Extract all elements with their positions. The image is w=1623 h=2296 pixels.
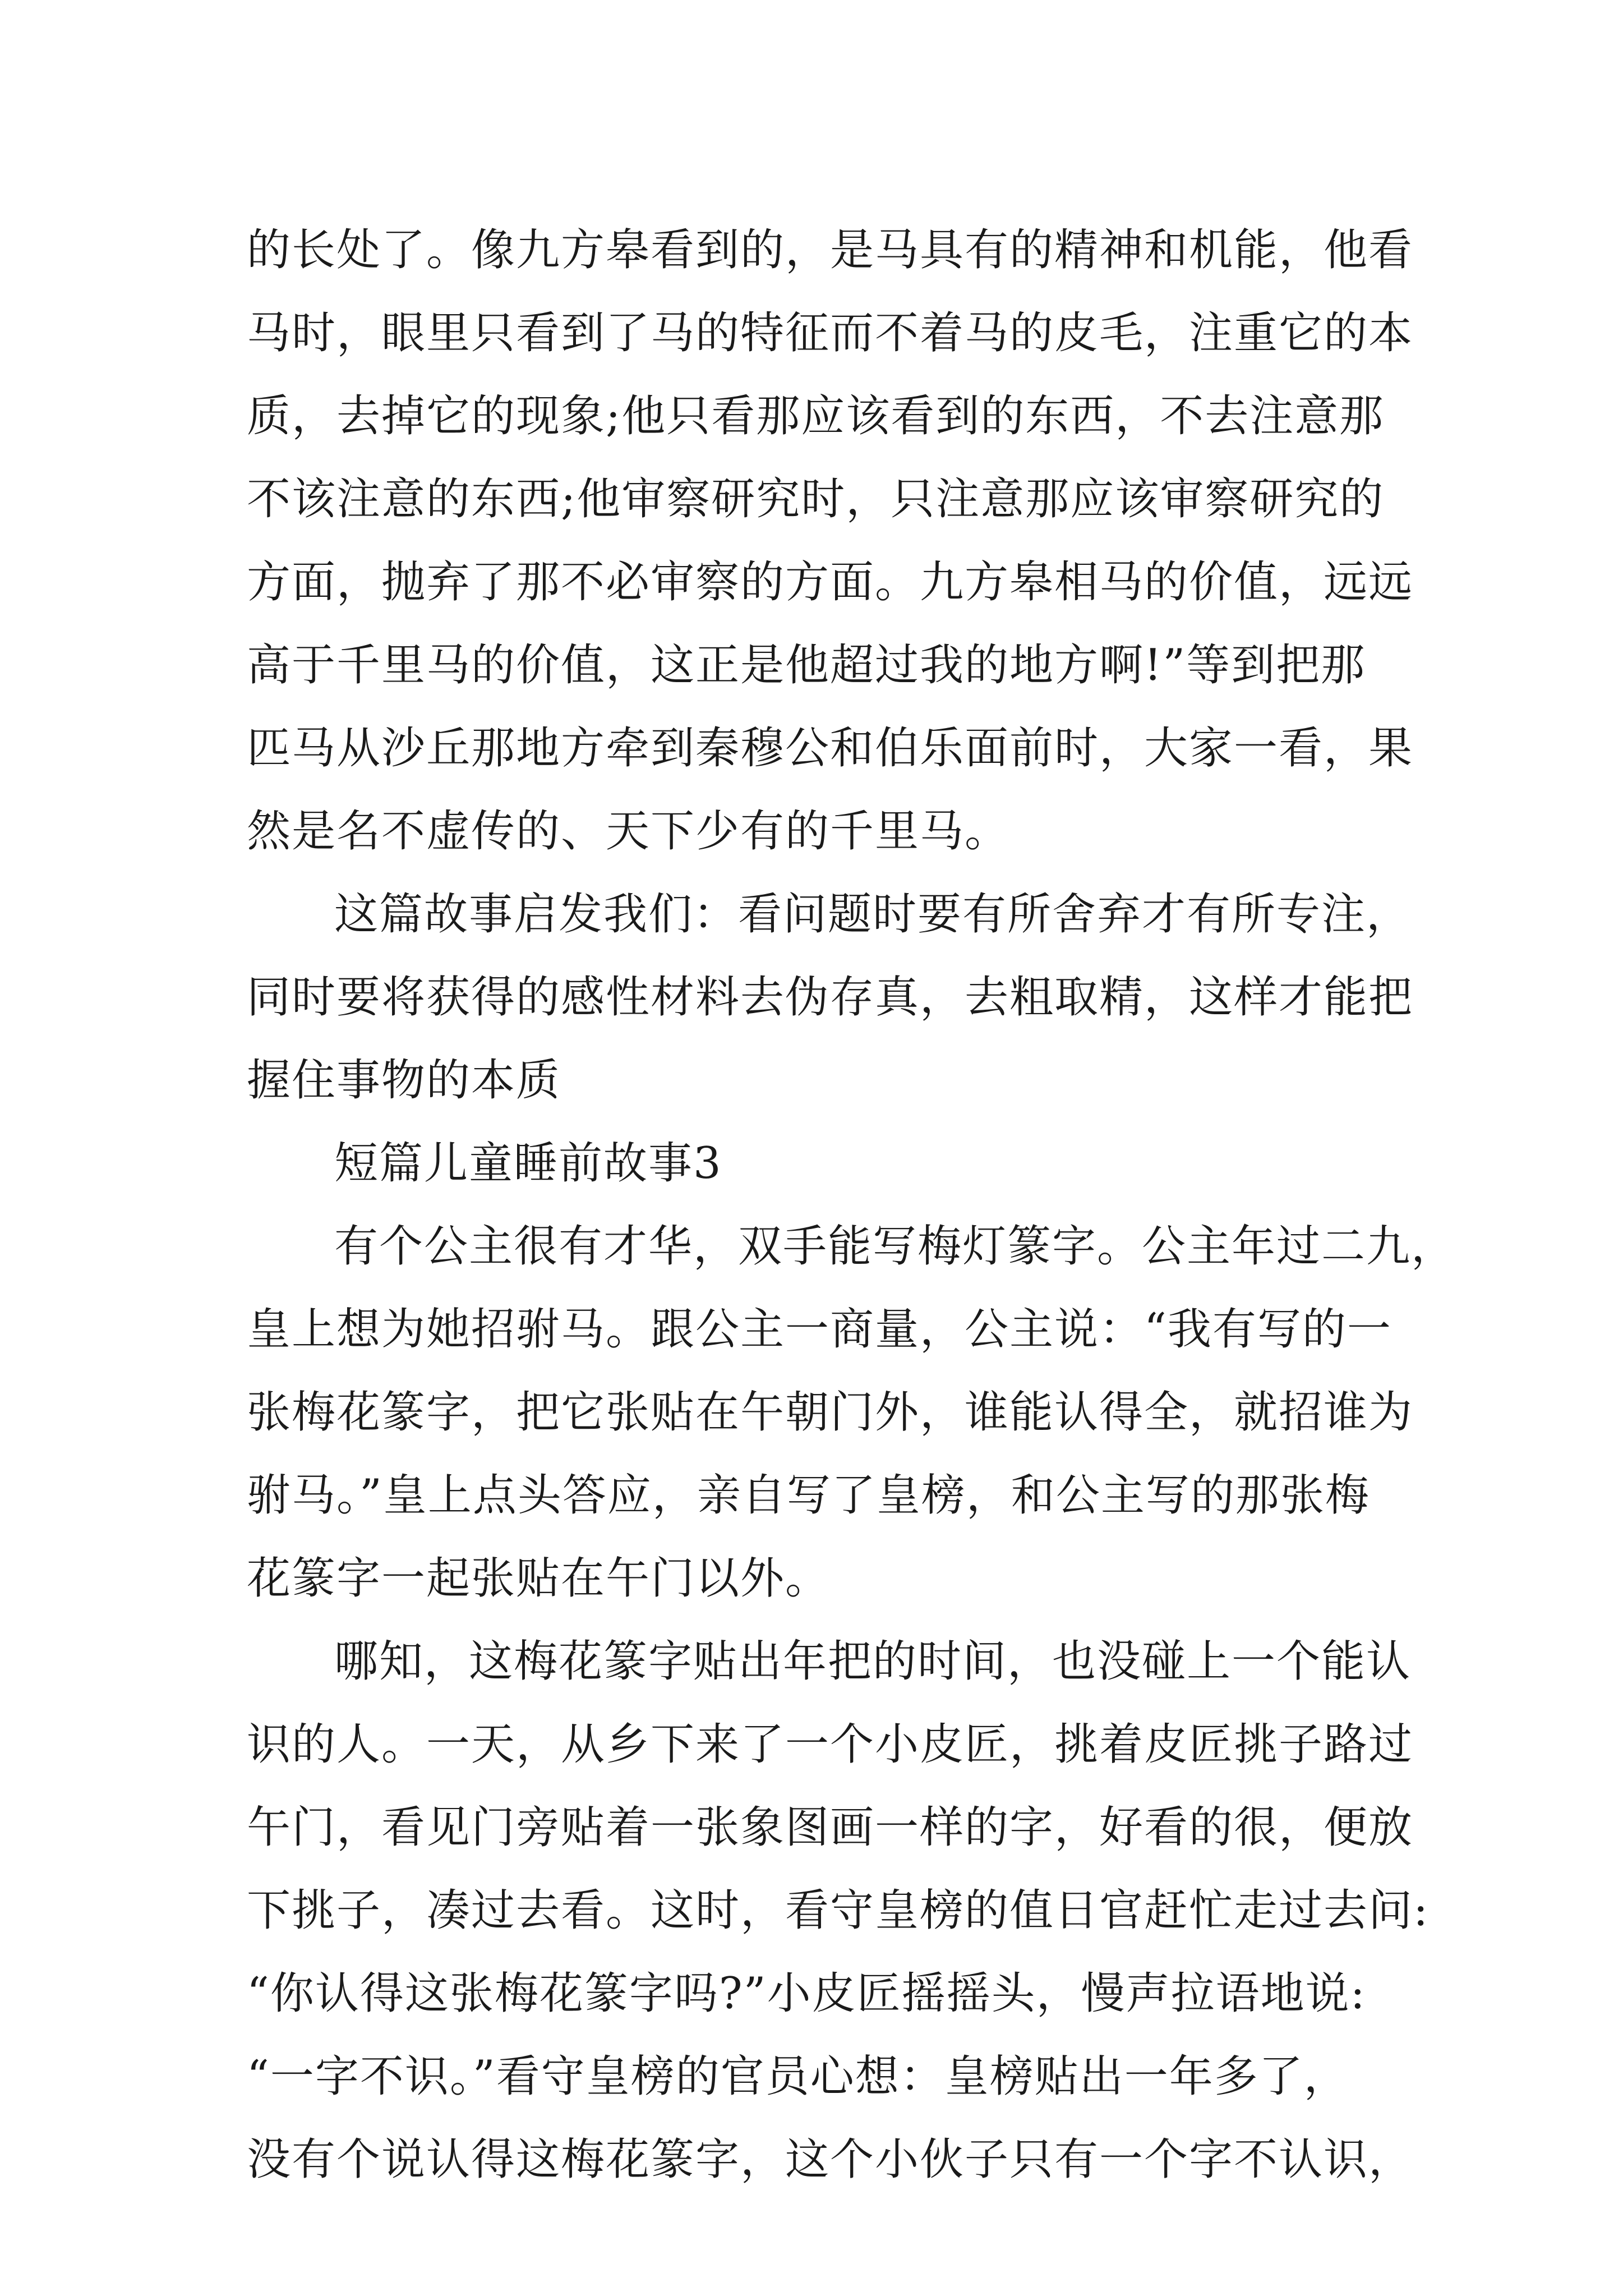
text-line: 握住事物的本质 bbox=[247, 1055, 561, 1106]
text-line: 高于千里马的价值，这正是他超过我的地方啊!”等到把那 bbox=[247, 640, 1366, 691]
section-title: 短篇儿童睡前故事3 bbox=[334, 1138, 722, 1189]
text-line: 匹马从沙丘那地方牵到秦穆公和伯乐面前时，大家一看，果 bbox=[247, 723, 1414, 774]
text-line: 皇上想为她招驸马。跟公主一商量，公主说：“我有写的一 bbox=[247, 1304, 1392, 1355]
paragraph-4 bbox=[247, 1620, 1436, 2201]
text-line: 不该注意的东西;他审察研究时，只注意那应该审察研究的 bbox=[247, 474, 1385, 524]
text-line: 有个公主很有才华，双手能写梅灯篆字。公主年过二九， bbox=[334, 1221, 1456, 1272]
document-body bbox=[247, 209, 1456, 2201]
text-line: 质，去掉它的现象;他只看那应该看到的东西，不去注意那 bbox=[247, 391, 1385, 441]
text-line: 花篆字一起张贴在午门以外。 bbox=[247, 1553, 831, 1604]
text-line: “你认得这张梅花篆字吗?”小皮匠摇摇头，慢声拉语地说: bbox=[247, 1968, 1366, 2019]
text-line: 下挑子，凑过去看。这时，看守皇榜的值日官赶忙走过去问: bbox=[247, 1885, 1430, 1936]
text-line: 方面，抛弃了那不必审察的方面。九方皋相马的价值，远远 bbox=[247, 557, 1414, 608]
text-line: 这篇故事启发我们：看问题时要有所舍弃才有所专注， bbox=[334, 889, 1412, 940]
section-heading bbox=[247, 1122, 1436, 1205]
text-line: “一字不识。”看守皇榜的官员心想：皇榜贴出一年多了， bbox=[247, 2051, 1349, 2102]
text-line: 马时，眼里只看到了马的特征而不着马的皮毛，注重它的本 bbox=[247, 308, 1414, 358]
text-line: 识的人。一天，从乡下来了一个小皮匠，挑着皮匠挑子路过 bbox=[247, 1719, 1414, 1770]
text-line: 张梅花篆字，把它张贴在午朝门外，谁能认得全，就招谁为 bbox=[247, 1387, 1414, 1438]
paragraph-1 bbox=[247, 209, 1436, 873]
text-line: 的长处了。像九方皋看到的，是马具有的精神和机能，他看 bbox=[247, 225, 1414, 275]
paragraph-3 bbox=[247, 1205, 1456, 1620]
text-line: 同时要将获得的感性材料去伪存真，去粗取精，这样才能把 bbox=[247, 972, 1414, 1023]
text-line: 午门，看见门旁贴着一张象图画一样的字，好看的很，便放 bbox=[247, 1802, 1414, 1853]
text-line: 没有个说认得这梅花篆字，这个小伙子只有一个字不认识， bbox=[247, 2134, 1414, 2185]
text-line: 然是名不虚传的、天下少有的千里马。 bbox=[247, 806, 1010, 857]
text-line: 驸马。”皇上点头答应，亲自写了皇榜，和公主写的那张梅 bbox=[247, 1470, 1370, 1521]
paragraph-2 bbox=[247, 873, 1436, 1122]
text-line: 哪知，这梅花篆字贴出年把的时间，也没碰上一个能认 bbox=[334, 1636, 1412, 1687]
